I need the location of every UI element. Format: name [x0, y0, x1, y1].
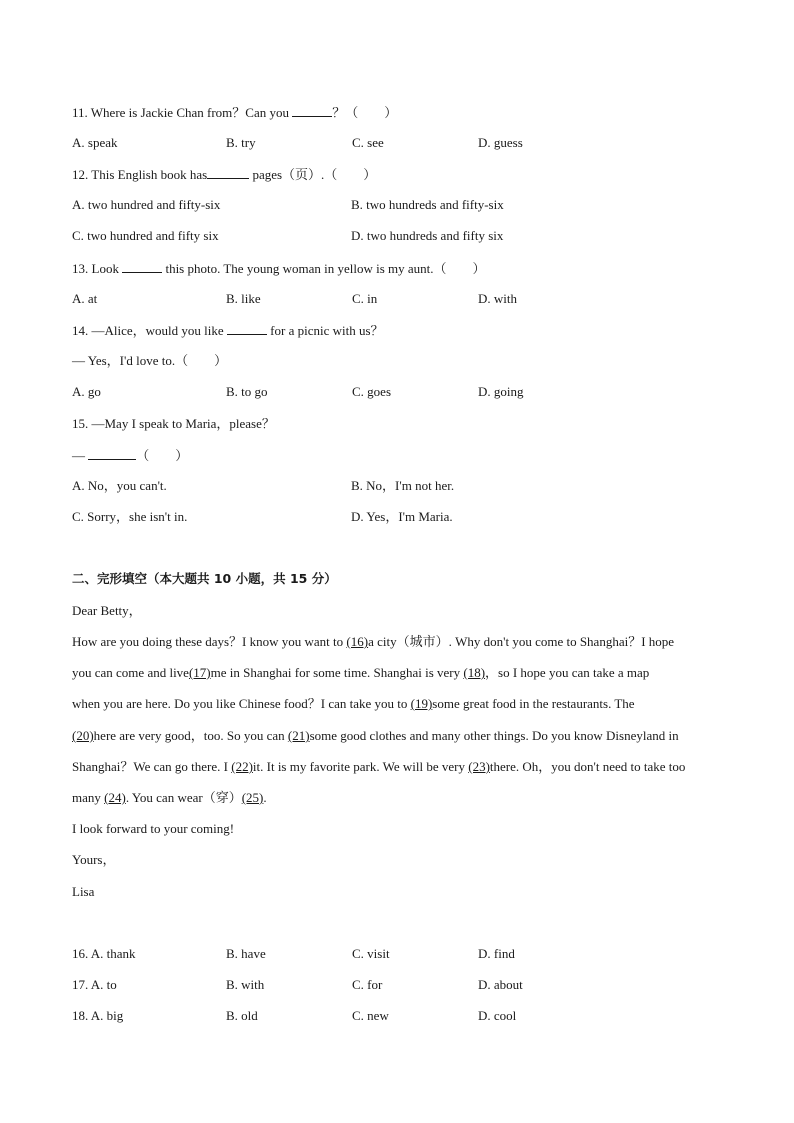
option-c: C. goes [352, 384, 391, 399]
letter-greeting: Dear Betty， [72, 603, 142, 618]
option-b: B. two hundreds and fifty-six [351, 197, 504, 212]
answer-blank [207, 165, 249, 179]
question-14-text-rest: for a picnic with us？ [266, 323, 384, 338]
option-b: B. like [226, 291, 261, 306]
option-a: A. at [72, 291, 98, 306]
option-b: B. old [226, 1008, 258, 1023]
option-b: B. have [226, 946, 266, 961]
option-d: D. two hundreds and fifty six [351, 228, 504, 243]
blank-21: (21) [287, 728, 310, 743]
letter-text: How are you doing these days？I know you want to [72, 634, 347, 649]
option-c: C. see [352, 135, 384, 150]
option-b: B. to go [226, 384, 268, 399]
option-c: C. new [352, 1008, 389, 1023]
option-c: C. Sorry，she isn't in. [72, 509, 188, 524]
section-2-title: 二、完形填空（本大题共 10 小题，共 15 分） [72, 571, 337, 586]
letter-text: here are very good，too. So you can [93, 728, 288, 743]
answer-blank [292, 103, 332, 117]
option-a: A. No，you can't. [72, 478, 167, 493]
question-14-reply: — Yes，I'd love to.（ ） [72, 353, 228, 368]
letter-text: . You can wear（穿） [125, 790, 242, 805]
question-12-text: 12. This English book has [72, 167, 208, 182]
blank-19: (19) [410, 696, 433, 711]
question-13-stem [72, 259, 486, 277]
option-b: B. No，I'm not her. [351, 478, 455, 493]
blank-20: (20) [72, 728, 94, 743]
option-c: C. visit [352, 946, 390, 961]
blank-22: (22) [231, 759, 253, 774]
option-c: C. in [352, 291, 378, 306]
option-d: D. find [478, 946, 515, 961]
option-d: D. cool [478, 1008, 517, 1023]
answer-blank [122, 259, 162, 273]
letter-line-6 [72, 789, 267, 807]
blank-16: (16) [346, 634, 369, 649]
letter-line-5 [72, 758, 685, 776]
letter-text: some good clothes and many other things. Do you know Disneyland in [309, 728, 679, 743]
letter-line-1 [72, 633, 674, 651]
letter-text: Shanghai？We can go there. I [72, 759, 232, 774]
letter-text: some great food in the restaurants. The [432, 696, 635, 711]
question-11-text: 11. Where is Jackie Chan from？Can you [72, 105, 293, 120]
letter-text: you can come and live [72, 665, 189, 680]
question-12-stem [72, 165, 376, 183]
option-d: D. with [478, 291, 517, 306]
answer-blank [88, 446, 136, 460]
letter-text: . [263, 790, 267, 805]
question-13-text-rest: this photo. The young woman in yellow is my aunt.（ ） [162, 261, 486, 276]
letter-text: me in Shanghai for some time. Shanghai is very [210, 665, 464, 680]
question-14-stem [72, 321, 384, 339]
option-a: A. speak [72, 135, 118, 150]
reply-dash: — [72, 448, 89, 463]
question-14-text: 14. —Alice，would you like [72, 323, 227, 338]
option-c: C. two hundred and fifty six [72, 228, 219, 243]
option-d: D. guess [478, 135, 523, 150]
question-15-reply [72, 446, 188, 464]
answer-blank [227, 321, 267, 335]
option-b: B. try [226, 135, 256, 150]
option-a: 16. A. thank [72, 946, 136, 961]
question-11-stem [72, 103, 397, 121]
option-a: A. go [72, 384, 101, 399]
question-12-bracket: pages（页）.（ ） [249, 167, 377, 182]
letter-yours: Yours， [72, 852, 116, 867]
blank-23: (23) [468, 759, 490, 774]
option-d: D. about [478, 977, 523, 992]
letter-text: there. Oh，you don't need to take too [489, 759, 686, 774]
letter-text: it. It is my favorite park. We will be very [252, 759, 469, 774]
option-d: D. going [478, 384, 524, 399]
letter-text: a city（城市）. Why don't you come to Shanghai？I hope [368, 634, 675, 649]
letter-text: ，so I hope you can take a map [485, 665, 650, 680]
question-15-bracket: （ ） [136, 448, 189, 463]
option-a: 17. A. to [72, 977, 117, 992]
letter-signature: Lisa [72, 884, 95, 899]
option-a: 18. A. big [72, 1008, 124, 1023]
question-11-bracket: ？（ ） [332, 105, 398, 120]
blank-18: (18) [463, 665, 486, 680]
option-d: D. Yes，I'm Maria. [351, 509, 453, 524]
question-15-stem: 15. —May I speak to Maria，please？ [72, 416, 275, 431]
letter-line-4 [72, 727, 679, 745]
letter-text: when you are here. Do you like Chinese food？I can take you to [72, 696, 411, 711]
option-c: C. for [352, 977, 383, 992]
letter-closing: I look forward to your coming! [72, 821, 235, 836]
letter-line-3 [72, 695, 635, 713]
blank-24: (24) [104, 790, 126, 805]
letter-line-2 [72, 664, 649, 682]
question-13-text: 13. Look [72, 261, 123, 276]
blank-25: (25) [241, 790, 264, 805]
option-b: B. with [226, 977, 265, 992]
option-a: A. two hundred and fifty-six [72, 197, 221, 212]
blank-17: (17) [188, 665, 211, 680]
letter-text: many [72, 790, 105, 805]
